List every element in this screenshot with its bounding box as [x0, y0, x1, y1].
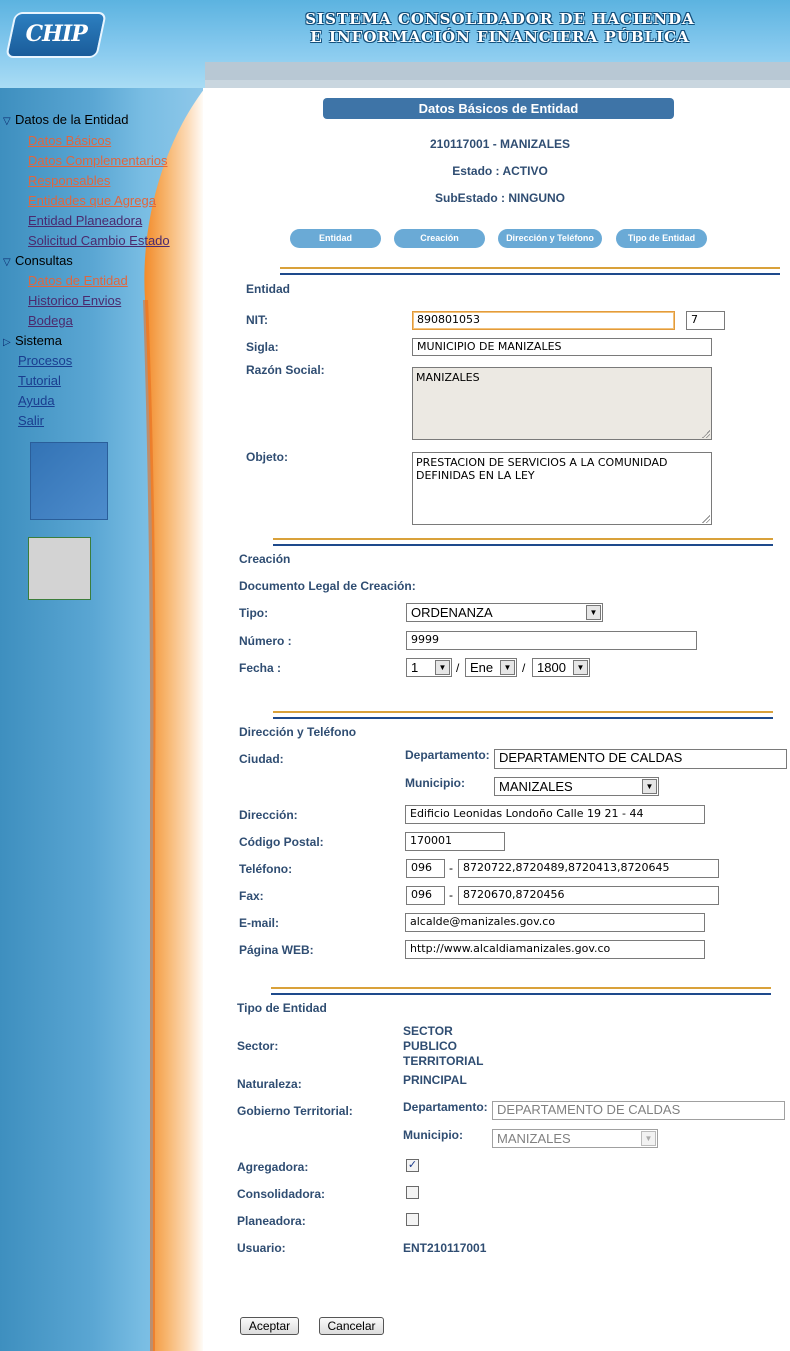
- section-title-direccion: Dirección y Teléfono: [239, 725, 357, 739]
- gobierno-municipio-value: MANIZALES: [497, 1131, 571, 1146]
- menu-item-bodega[interactable]: Bodega: [28, 313, 73, 328]
- municipio-select[interactable]: [494, 777, 659, 796]
- resize-grip-icon[interactable]: [702, 430, 710, 438]
- numero-input[interactable]: 9999: [406, 631, 697, 650]
- codigo-postal-input[interactable]: 170001: [405, 832, 505, 851]
- section-divider: [273, 711, 773, 719]
- fecha-year-value: 1800: [537, 660, 566, 675]
- razon-social-label: Razón Social:: [246, 363, 325, 377]
- menu-link-salir[interactable]: Salir: [18, 413, 45, 428]
- nit-input[interactable]: 890801053: [412, 311, 675, 330]
- triangle-down-icon: ▽: [3, 257, 11, 268]
- fax-area-code-input[interactable]: 096: [406, 886, 445, 905]
- menu-item-solicitud-cambio-estado[interactable]: Solicitud Cambio Estado: [28, 233, 170, 248]
- tab-creacion[interactable]: Creación: [394, 229, 485, 248]
- entity-code-name: 210117001 - MANIZALES: [429, 137, 571, 151]
- naturaleza-label: Naturaleza:: [237, 1077, 302, 1091]
- gobierno-departamento-label: Departamento:: [403, 1100, 488, 1114]
- usuario-label: Usuario:: [237, 1241, 286, 1255]
- menu-group-sistema[interactable]: [3, 333, 62, 348]
- header-band-lower: [205, 80, 790, 88]
- fecha-year-select[interactable]: [532, 658, 590, 677]
- fax-input[interactable]: 8720670,8720456: [458, 886, 719, 905]
- razon-social-textarea[interactable]: [412, 367, 712, 440]
- fecha-day-value: 1: [411, 660, 419, 675]
- entity-status: Estado : ACTIVO: [452, 164, 548, 178]
- gobierno-territorial-label: Gobierno Territorial:: [237, 1104, 353, 1118]
- gobierno-municipio-select[interactable]: [492, 1129, 658, 1148]
- municipio-label: Municipio:: [405, 776, 465, 790]
- objeto-value: PRESTACION DE SERVICIOS A LA COMUNIDAD DEFINIDAS EN LA LEY: [416, 456, 668, 482]
- header-band: [205, 62, 790, 80]
- section-divider: [271, 987, 771, 995]
- tipo-select-value: ORDENANZA: [411, 605, 493, 620]
- agregadora-checkbox[interactable]: ✓: [407, 1159, 418, 1171]
- ciudad-label: Ciudad:: [239, 752, 284, 766]
- usuario-value: ENT210117001: [403, 1241, 487, 1255]
- fecha-day-select[interactable]: [406, 658, 452, 677]
- telefono-input[interactable]: 8720722,8720489,8720413,8720645: [458, 859, 719, 878]
- email-input[interactable]: alcalde@manizales.gov.co: [405, 913, 705, 932]
- menu-group-datos-entidad[interactable]: [3, 112, 128, 127]
- tab-tipo-entidad[interactable]: Tipo de Entidad: [616, 229, 707, 248]
- sector-line: SECTOR: [403, 1024, 453, 1038]
- decorative-square-gray: [28, 537, 91, 600]
- section-divider: [273, 538, 773, 546]
- page-title: Datos Básicos de Entidad: [323, 98, 674, 119]
- menu-link-tutorial[interactable]: Tutorial: [18, 373, 61, 388]
- fax-separator: -: [449, 888, 453, 902]
- sigla-input[interactable]: MUNICIPIO DE MANIZALES: [412, 338, 712, 356]
- gobierno-departamento-input[interactable]: DEPARTAMENTO DE CALDAS: [492, 1101, 785, 1120]
- menu-item-entidad-planeadora[interactable]: Entidad Planeadora: [28, 213, 143, 228]
- planeadora-checkbox[interactable]: [406, 1213, 419, 1226]
- chevron-down-icon[interactable]: ▼: [500, 660, 515, 675]
- menu-item-datos-complementarios[interactable]: Datos Complementarios: [28, 153, 168, 168]
- resize-grip-icon[interactable]: [702, 515, 710, 523]
- fecha-label: Fecha :: [239, 661, 282, 675]
- consolidadora-label: Consolidadora:: [237, 1187, 326, 1201]
- entity-substatus: SubEstado : NINGUNO: [434, 191, 565, 205]
- sector-line: PUBLICO: [403, 1039, 457, 1053]
- departamento-label: Departamento:: [405, 748, 490, 762]
- telefono-area-code-input[interactable]: 096: [406, 859, 445, 878]
- pagina-web-label: Página WEB:: [239, 943, 314, 957]
- section-title-creacion: Creación: [239, 552, 291, 566]
- menu-link-ayuda[interactable]: Ayuda: [18, 393, 55, 408]
- cancelar-button[interactable]: Cancelar: [319, 1317, 384, 1335]
- chevron-down-icon[interactable]: ▼: [435, 660, 450, 675]
- fecha-month-select[interactable]: [465, 658, 517, 677]
- nit-verification-digit-input[interactable]: 7: [686, 311, 725, 330]
- menu-item-responsables[interactable]: Responsables: [28, 173, 111, 188]
- decorative-square-blue: [30, 442, 108, 520]
- tab-direccion-telefono[interactable]: Dirección y Teléfono: [498, 229, 602, 248]
- agregadora-label: Agregadora:: [237, 1160, 309, 1174]
- chevron-down-icon[interactable]: ▼: [641, 1131, 656, 1146]
- aceptar-button[interactable]: Aceptar: [240, 1317, 299, 1335]
- nit-label: NIT:: [246, 313, 268, 327]
- date-separator: /: [522, 661, 526, 675]
- menu-item-historico-envios[interactable]: Historico Envios: [28, 293, 122, 308]
- menu-group-consultas[interactable]: [3, 253, 73, 268]
- fecha-month-value: Ene: [470, 660, 494, 675]
- objeto-textarea[interactable]: [412, 452, 712, 525]
- menu-link-procesos[interactable]: Procesos: [18, 353, 73, 368]
- codigo-postal-label: Código Postal:: [239, 835, 324, 849]
- tipo-label: Tipo:: [239, 606, 269, 620]
- objeto-label: Objeto:: [246, 450, 288, 464]
- system-title-line2: E INFORMACIÓN FINANCIERA PÚBLICA: [310, 28, 690, 46]
- date-separator: /: [456, 661, 460, 675]
- chip-logo[interactable]: [5, 12, 107, 58]
- razon-social-value: MANIZALES: [416, 371, 480, 384]
- chevron-down-icon[interactable]: ▼: [573, 660, 588, 675]
- logo-text: CHIP: [25, 21, 87, 47]
- documento-legal-label: Documento Legal de Creación:: [239, 579, 416, 593]
- sector-label: Sector:: [237, 1039, 279, 1053]
- menu-group-label: Datos de la Entidad: [15, 112, 129, 127]
- numero-label: Número :: [239, 634, 292, 648]
- fax-label: Fax:: [239, 889, 264, 903]
- email-label: E-mail:: [239, 916, 280, 930]
- tipo-select[interactable]: [406, 603, 603, 622]
- triangle-right-icon: ▷: [3, 337, 11, 348]
- pagina-web-input[interactable]: http://www.alcaldiamanizales.gov.co: [405, 940, 705, 959]
- sector-line: TERRITORIAL: [403, 1054, 484, 1068]
- triangle-down-icon: ▽: [3, 116, 11, 127]
- gobierno-municipio-label: Municipio:: [403, 1128, 463, 1142]
- consolidadora-checkbox[interactable]: [406, 1186, 419, 1199]
- direccion-label: Dirección:: [239, 808, 298, 822]
- system-title: [300, 10, 700, 46]
- menu-item-datos-de-entidad[interactable]: Datos de Entidad: [28, 273, 128, 288]
- direccion-input[interactable]: Edificio Leonidas Londoño Calle 19 21 - 44: [405, 805, 705, 824]
- menu-group-label: Consultas: [15, 253, 73, 268]
- chevron-down-icon[interactable]: ▼: [642, 779, 657, 794]
- sector-value: [403, 1024, 483, 1069]
- tab-entidad[interactable]: Entidad: [290, 229, 381, 248]
- section-divider: [280, 267, 780, 275]
- telefono-label: Teléfono:: [239, 862, 293, 876]
- sigla-label: Sigla:: [246, 340, 279, 354]
- municipio-select-value: MANIZALES: [499, 779, 573, 794]
- planeadora-label: Planeadora:: [237, 1214, 306, 1228]
- phone-separator: -: [449, 861, 453, 875]
- menu-item-datos-basicos[interactable]: Datos Básicos: [28, 133, 112, 148]
- system-title-line1: SISTEMA CONSOLIDADOR DE HACIENDA: [305, 10, 695, 28]
- section-title-entidad: Entidad: [246, 282, 290, 296]
- section-title-tipo-entidad: Tipo de Entidad: [237, 1001, 327, 1015]
- menu-item-entidades-que-agrega[interactable]: Entidades que Agrega: [28, 193, 156, 208]
- naturaleza-value: PRINCIPAL: [403, 1073, 467, 1087]
- menu-group-label: Sistema: [15, 333, 62, 348]
- chevron-down-icon[interactable]: ▼: [586, 605, 601, 620]
- departamento-input[interactable]: DEPARTAMENTO DE CALDAS: [494, 749, 787, 769]
